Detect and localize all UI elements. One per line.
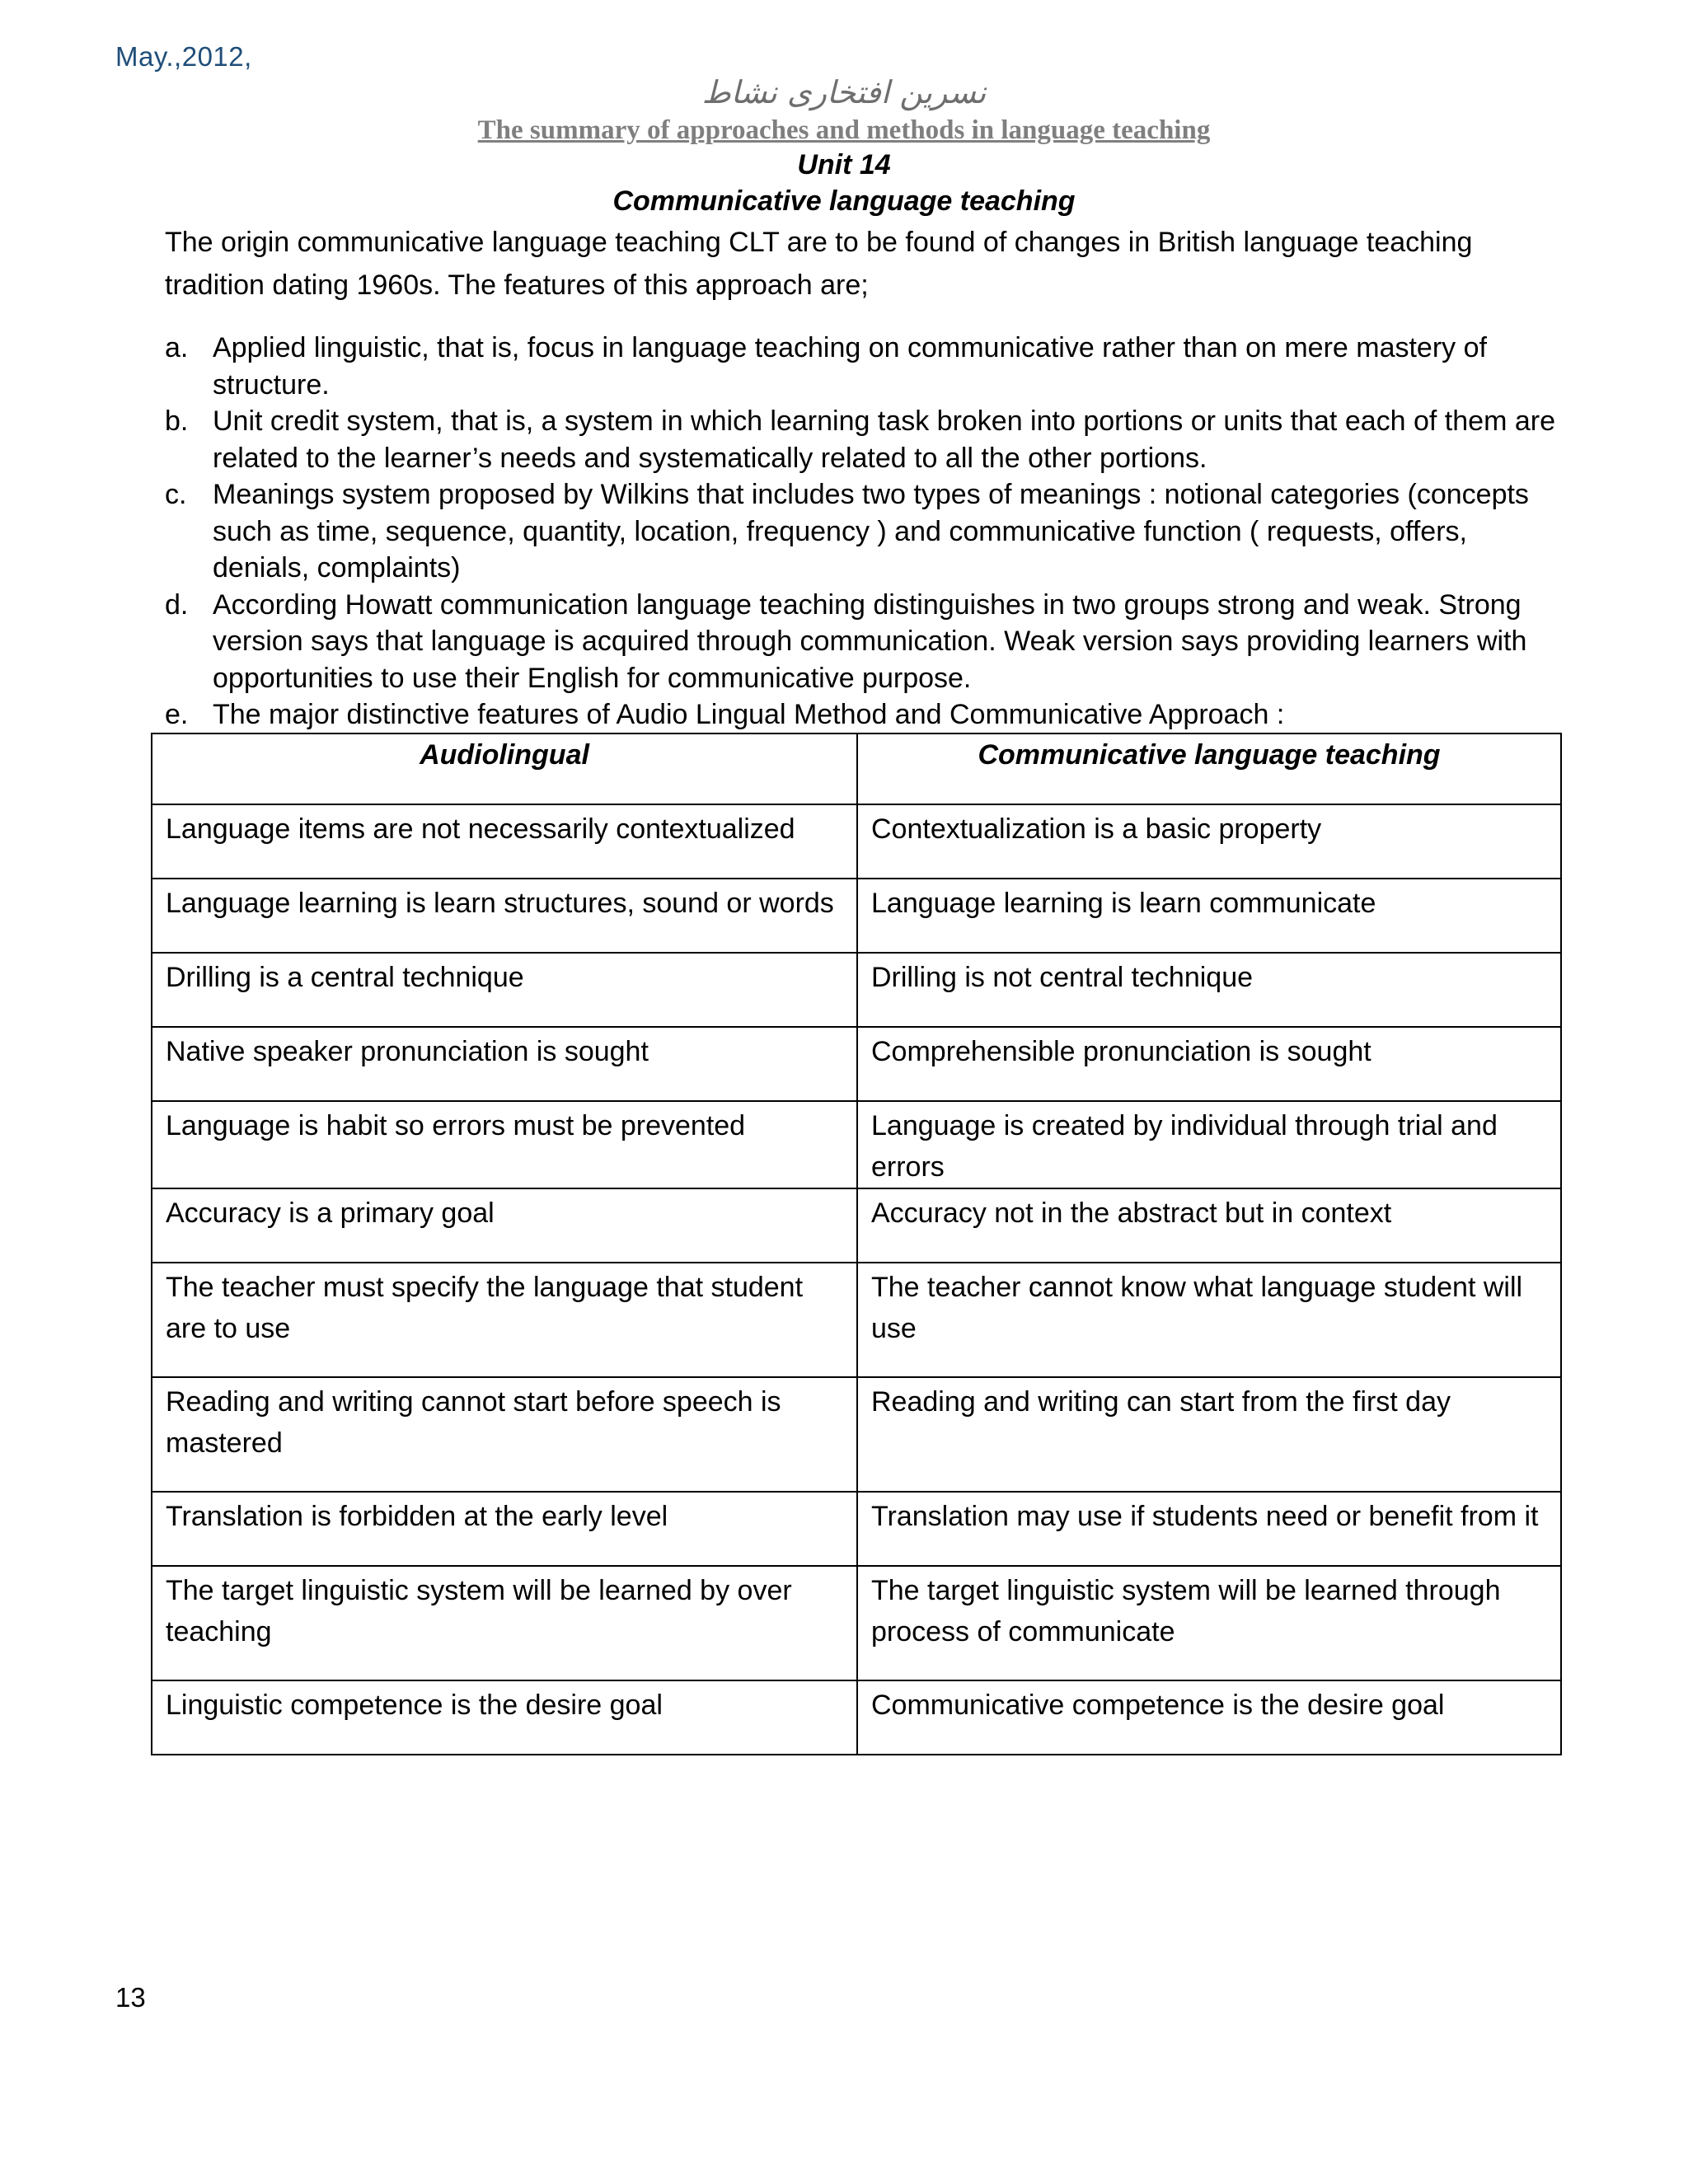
list-marker: d. (165, 588, 189, 621)
list-marker: e. (165, 699, 189, 730)
table-cell: Language learning is learn structures, sound or words (152, 879, 857, 953)
table-cell: The target linguistic system will be learned through process of communicate (857, 1566, 1561, 1680)
table-cell: Language items are not necessarily contextualized (152, 804, 857, 879)
table-cell: Reading and writing can start from the first day (857, 1377, 1561, 1492)
table-row (152, 1188, 1561, 1263)
table-cell: Language is created by individual through trial and errors (857, 1101, 1561, 1188)
page-number: 13 (115, 1982, 146, 2013)
table-row (152, 804, 1561, 879)
table-row (152, 953, 1561, 1027)
table-cell: Communicative competence is the desire goal (857, 1680, 1561, 1755)
comparison-table (151, 733, 1562, 1755)
section-subtitle: Communicative language teaching (612, 185, 1076, 217)
table-cell: Accuracy not in the abstract but in context (857, 1188, 1561, 1263)
column-header-audiolingual: Audiolingual (152, 733, 857, 804)
list-item-text: According Howatt communication language teaching distinguishes in two groups strong and weak. Strong version says that language is acquired through communication. Weak version says providing learners with opportunities to use their English for communicative purpose. (213, 588, 1527, 694)
table-row (152, 1492, 1561, 1566)
list-marker: c. (165, 479, 187, 510)
table-cell: Translation is forbidden at the early level (152, 1492, 857, 1566)
table-cell: The target linguistic system will be learned by over teaching (152, 1566, 857, 1680)
document-date: May.,2012, (115, 41, 252, 72)
table-cell: Native speaker pronunciation is sought (152, 1027, 857, 1101)
list-item-text: Meanings system proposed by Wilkins that includes two types of meanings : notional categories (concepts such as time, sequence, quantity, location, frequency ) and communicative function ( requests, offers, denials, complaints) (213, 479, 1529, 583)
table-cell: Drilling is not central technique (857, 953, 1561, 1027)
column-header-clt: Communicative language teaching (857, 733, 1561, 804)
unit-heading: Unit 14 (797, 149, 891, 180)
table-cell: The teacher cannot know what language student will use (857, 1263, 1561, 1377)
table-row (152, 879, 1561, 953)
table-cell: Linguistic competence is the desire goal (152, 1680, 857, 1755)
table-cell: The teacher must specify the language that student are to use (152, 1263, 857, 1377)
list-marker: b. (165, 405, 189, 437)
table-row (152, 1027, 1561, 1101)
list-marker: a. (165, 332, 189, 363)
table-cell: Accuracy is a primary goal (152, 1188, 857, 1263)
table-cell: Language is habit so errors must be prevented (152, 1101, 857, 1188)
document-title: The summary of approaches and methods in language teaching (477, 115, 1211, 145)
feature-list (165, 330, 1566, 733)
table-cell: Drilling is a central technique (152, 953, 857, 1027)
author-name: نسرین افتخاری نشاط (701, 74, 987, 110)
list-item (165, 476, 1566, 587)
table-cell: Language learning is learn communicate (857, 879, 1561, 953)
list-item-text: Applied linguistic, that is, focus in language teaching on communicative rather than on mere mastery of structure. (213, 332, 1487, 401)
list-item (165, 696, 1566, 733)
table-cell: Reading and writing cannot start before speech is mastered (152, 1377, 857, 1492)
table-cell: Translation may use if students need or benefit from it (857, 1492, 1561, 1566)
table-cell: Contextualization is a basic property (857, 804, 1561, 879)
table-cell: Comprehensible pronunciation is sought (857, 1027, 1561, 1101)
list-item-text: The major distinctive features of Audio Lingual Method and Communicative Approach : (213, 699, 1285, 730)
table-header-row (152, 733, 1561, 804)
list-item-text: Unit credit system, that is, a system in which learning task broken into portions or units that each of them are related to the learner’s needs and systematically related to all the other portions. (213, 405, 1555, 474)
table-row (152, 1263, 1561, 1377)
list-item (165, 330, 1566, 403)
table-row (152, 1377, 1561, 1492)
list-item (165, 587, 1566, 697)
intro-paragraph: The origin communicative language teaching CLT are to be found of changes in British language teaching tradition dating 1960s. The features of this approach are; (165, 227, 1473, 301)
table-row (152, 1680, 1561, 1755)
table-row (152, 1566, 1561, 1680)
list-item (165, 403, 1566, 476)
table-row (152, 1101, 1561, 1188)
